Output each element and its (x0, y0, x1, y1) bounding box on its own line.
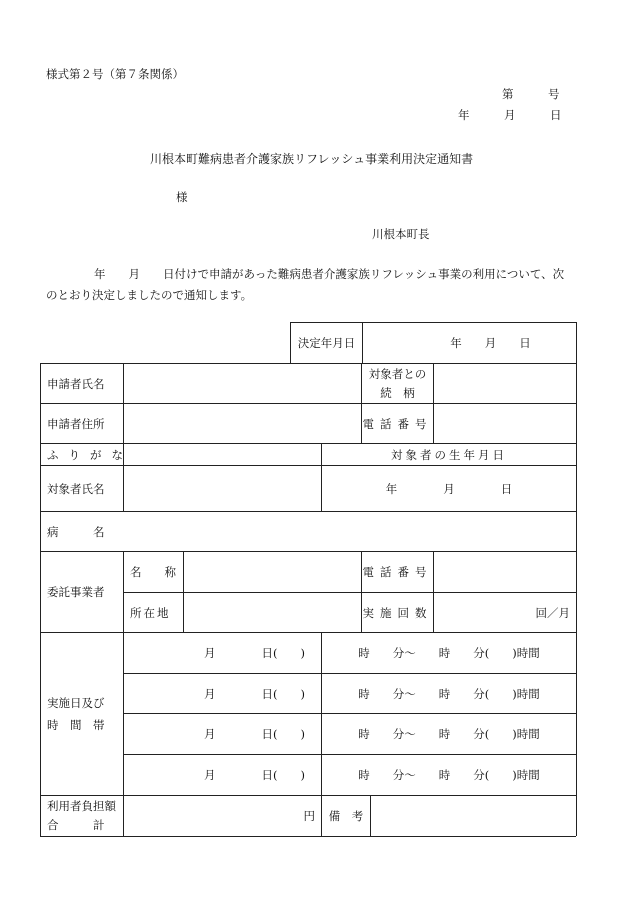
remarks-label: 備 考 (328, 809, 364, 823)
decision-date-value: 年 月 日 (450, 336, 531, 350)
burden-label-line1: 利用者負担額 (47, 799, 116, 813)
relation-label-line2: 続 柄 (380, 385, 415, 400)
schedule-row-1-time: 時 分～ 時 分( )時間 (358, 646, 540, 660)
disease-label: 病 名 (47, 524, 105, 539)
document-title: 川根本町難病患者介護家族リフレッシュ事業利用決定通知書 (150, 152, 474, 166)
birthdate-label: 対象者の生年月日 (391, 447, 507, 462)
schedule-row-1-date: 月 日( ) (204, 646, 305, 660)
document-number: 第 号 (502, 87, 560, 101)
contractor-location-label: 所在地 (130, 605, 171, 620)
schedule-label-line1: 実施日及び (47, 696, 105, 710)
schedule-row-3-date: 月 日( ) (204, 727, 305, 741)
schedule-row-4-date: 月 日( ) (204, 768, 305, 782)
decision-date-label: 決定年月日 (297, 336, 356, 350)
schedule-label (41, 633, 129, 795)
contractor-name-label: 名 称 (130, 565, 176, 579)
furigana-label: ふりがな (47, 447, 133, 462)
form-number-label: 様式第２号（第７条関係） (46, 67, 184, 81)
recipient-suffix: 様 (176, 190, 188, 204)
schedule-row-4-time: 時 分～ 時 分( )時間 (358, 768, 540, 782)
relation-label-line1: 対象者との (368, 366, 427, 381)
schedule-row-2-date: 月 日( ) (204, 686, 305, 701)
applicant-address-label: 申請者住所 (47, 416, 105, 431)
applicant-name-label: 申請者氏名 (47, 376, 105, 391)
body-text-line2: のとおり決定しましたので通知します。 (46, 288, 253, 302)
schedule-row-2-time: 時 分～ 時 分( )時間 (358, 686, 540, 701)
issuer-name: 川根本町長 (372, 227, 430, 241)
contractor-label: 委託事業者 (47, 585, 105, 599)
burden-unit: 円 (303, 809, 315, 823)
burden-label-line2: 合 計 (47, 818, 105, 832)
document-date: 年 月 日 (458, 108, 562, 122)
burden-label (41, 796, 129, 836)
phone-label: 電話番号 (362, 416, 433, 431)
body-text-line1: 年 月 日付けで申請があった難病患者介護家族リフレッシュ事業の利用について、次 (94, 267, 565, 281)
schedule-label-line2: 時 間 帯 (47, 718, 105, 732)
birthdate-value: 年 月 日 (385, 481, 513, 496)
relation-label (362, 364, 433, 403)
frequency-label: 実施回数 (362, 605, 433, 620)
contractor-phone-label: 電話番号 (362, 565, 433, 579)
schedule-row-3-time: 時 分～ 時 分( )時間 (358, 727, 540, 741)
frequency-value: 回／月 (535, 605, 570, 620)
subject-name-label: 対象者氏名 (47, 481, 105, 496)
